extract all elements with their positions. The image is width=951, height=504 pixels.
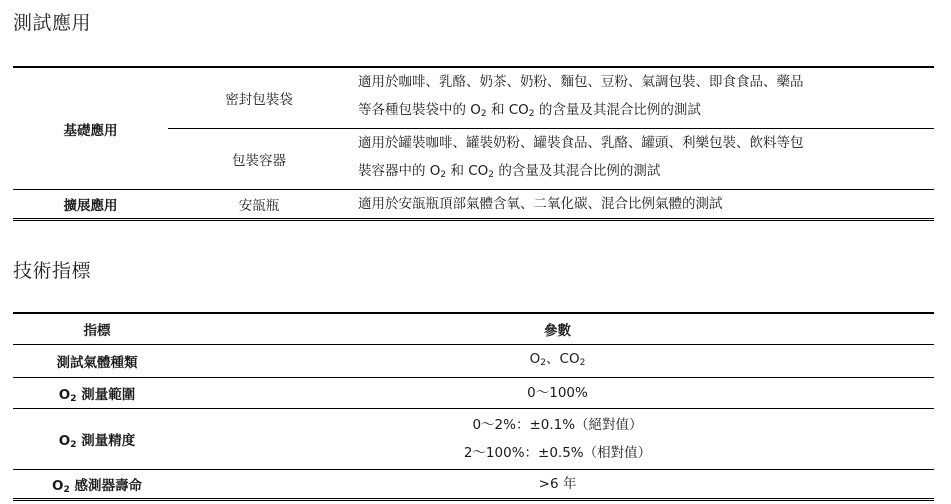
table-row: [13, 190, 934, 220]
table-row: [13, 67, 934, 129]
table-row: [13, 409, 934, 470]
applications-table: [13, 66, 934, 221]
desc-sealed-bag: 適用於咖啡、乳酪、奶茶、奶粉、麵包、豆粉、氣調包裝、即食食品、藥品 等各種包裝袋中的 $O_2$ 和 $CO_2$ 的含量及其混合比例的測試: [350, 67, 934, 129]
section-title-specs: 技術指標: [13, 260, 92, 282]
spec-value-lifetime: >6 年: [181, 470, 934, 500]
table-row: [13, 345, 934, 378]
spec-value-range: 0～100%: [181, 378, 934, 409]
desc-container: 適用於罐裝咖啡、罐裝奶粉、罐裝食品、乳酪、罐頭、利樂包裝、飲料等包 裝容器中的 $O_2$ 和 $CO_2$ 的含量及其混合比例的測試: [350, 129, 934, 190]
spec-name-gas-types: 測試氣體種類: [13, 345, 181, 378]
spec-value-accuracy: 0～2%：±0.1%（絕對值） 2～100%：±0.5%（相對值）: [181, 409, 934, 470]
category-extended: 擴展應用: [13, 190, 168, 220]
table-row: [13, 378, 934, 409]
type-sealed-bag: 密封包裝袋: [168, 67, 350, 129]
specs-table: [13, 312, 934, 501]
table-row: [13, 470, 934, 500]
spec-name-lifetime: $O_2$ 感測器壽命: [13, 470, 181, 500]
section-title-applications: 測試應用: [13, 12, 92, 34]
spec-value-gas-types: $O_2$、$CO_2$: [181, 345, 934, 378]
spec-name-accuracy: $O_2$ 測量精度: [13, 409, 181, 470]
header-name: 指標: [13, 313, 181, 345]
type-container: 包裝容器: [168, 129, 350, 190]
spec-name-range: $O_2$ 測量範圍: [13, 378, 181, 409]
type-ampoule: 安瓿瓶: [168, 190, 350, 220]
desc-ampoule: 適用於安瓿瓶頂部氣體含氧、二氧化碳、混合比例氣體的測試: [350, 190, 934, 220]
category-basic: 基礎應用: [13, 67, 168, 190]
table-header-row: [13, 313, 934, 345]
header-value: 參數: [181, 313, 934, 345]
